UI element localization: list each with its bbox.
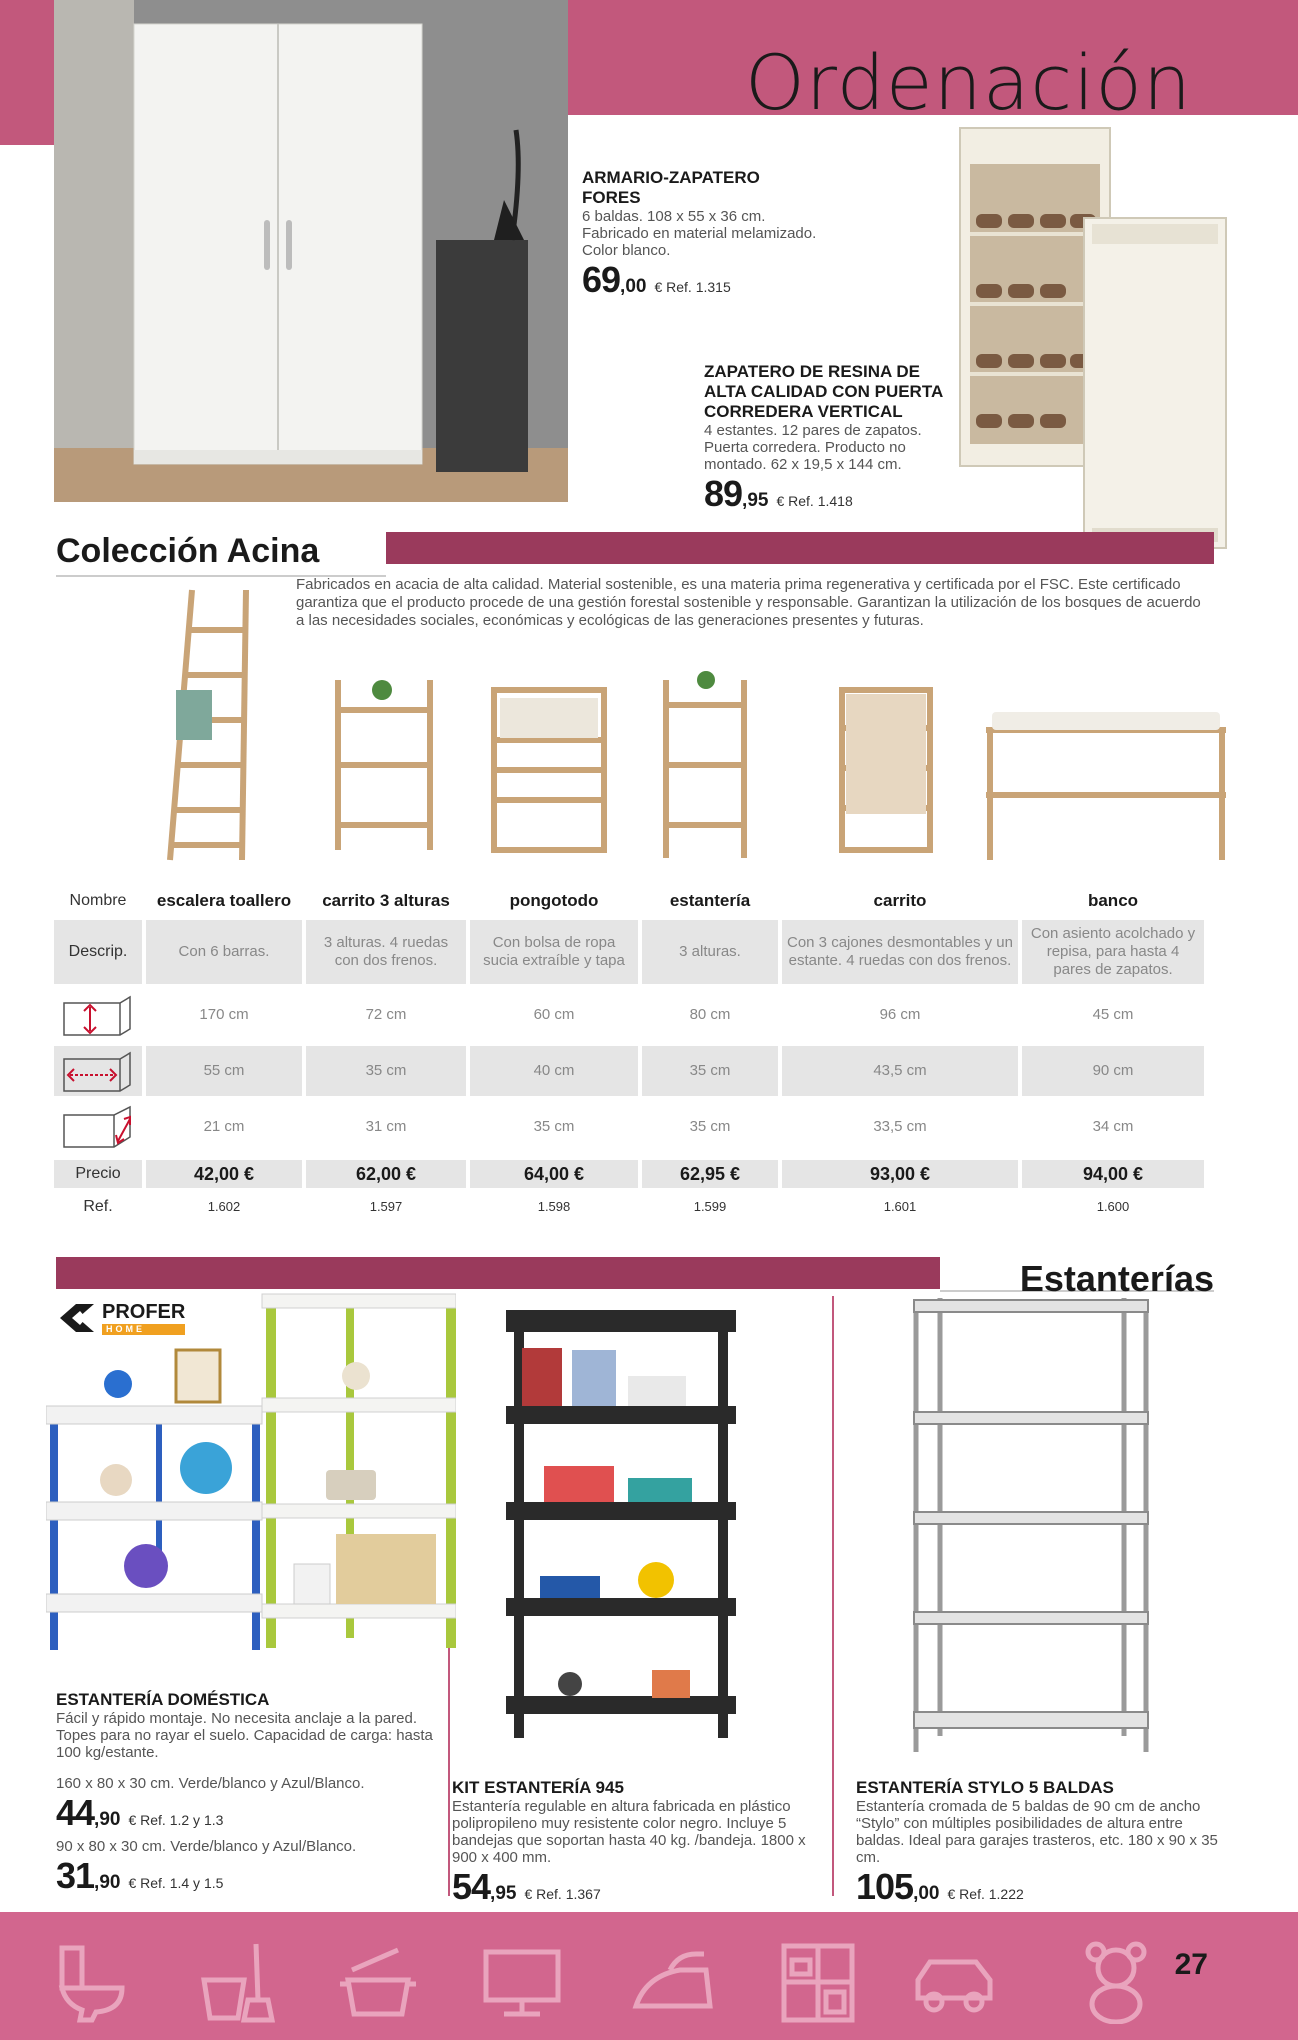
col-fondo: 33,5 cm [873, 1118, 927, 1135]
row-label-descrip: Descrip. [54, 920, 142, 984]
price-decimal: ,95 [742, 490, 769, 511]
price-integer: 31 [56, 1855, 95, 1896]
product-name: ZAPATERO DE RESINA DE ALTA CALIDAD CON PUERTA CORREDERA VERTICAL [704, 362, 943, 421]
col-ref: 1.599 [693, 1199, 727, 1214]
col-nombre: carrito 3 alturas [322, 891, 450, 910]
col-fondo: 35 cm [533, 1118, 575, 1135]
armario-zapatero-photo [54, 0, 568, 502]
col-ancho: 35 cm [306, 1046, 466, 1096]
product-name: ARMARIO-ZAPATERO FORES [582, 168, 760, 207]
section-description: Fabricados en acacia de alta calidad. Material sostenible, es una materia prima regenerativa y certificada por el FSC. Este certificado garantiza que el producto procede de una gestión forestal sostenible y responsable. Garantizan la utilización de los bosques de acuerdo a las necesidades sociales, económicas y ecológicas de las generaciones presentes y futuras. [296, 576, 1201, 629]
col-ref: 1.600 [1096, 1199, 1130, 1214]
price-integer: 69 [582, 259, 621, 300]
col-nombre: escalera toallero [156, 891, 292, 910]
col-alto: 60 cm [533, 1006, 575, 1023]
price-ref: € Ref. 1.418 [776, 493, 853, 509]
product-price [704, 473, 964, 515]
price-decimal: ,00 [620, 276, 647, 297]
col-nombre: estantería [669, 891, 751, 910]
bucket-broom-icon [196, 1940, 280, 2024]
product-name: ESTANTERÍA DOMÉSTICA [56, 1690, 270, 1709]
col-alto: 96 cm [879, 1006, 921, 1023]
price-ref: € Ref. 1.2 y 1.3 [128, 1812, 224, 1828]
col-alto: 72 cm [365, 1006, 407, 1023]
price-integer: 44 [56, 1792, 95, 1833]
col-descrip: Con 3 cajones desmontables y un estante. 4 ruedas con dos frenos. [782, 920, 1018, 984]
col-nombre: banco [1087, 891, 1139, 910]
product-price [856, 1866, 1228, 1908]
product-price [56, 1792, 434, 1834]
col-descrip: 3 alturas. 4 ruedas con dos frenos. [306, 920, 466, 984]
teddy-bear-icon [1074, 1940, 1158, 2024]
col-precio: 62,00 € [306, 1160, 466, 1188]
price-integer: 105 [856, 1866, 914, 1907]
row-label-nombre: Nombre [69, 892, 127, 909]
product-price [582, 259, 822, 301]
product-price [56, 1855, 434, 1897]
col-fondo: 31 cm [365, 1118, 407, 1135]
section-title: Estanterías [1019, 1258, 1214, 1299]
col-precio: 94,00 € [1022, 1160, 1204, 1188]
car-icon [912, 1940, 996, 2024]
col-ref: 1.597 [369, 1199, 403, 1214]
cooking-pot-icon [336, 1940, 420, 2024]
product-name: ESTANTERÍA STYLO 5 BALDAS [856, 1778, 1114, 1797]
col-ancho: 90 cm [1022, 1046, 1204, 1096]
product-description: 4 estantes. 12 pares de zapatos. Puerta corredera. Producto no montado. 62 x 19,5 x 144 cm. [704, 422, 922, 473]
product-price [452, 1866, 824, 1908]
col-ancho: 35 cm [642, 1046, 778, 1096]
height-dimension-icon [54, 990, 142, 1040]
col-precio: 93,00 € [782, 1160, 1018, 1188]
variant-description: 160 x 80 x 30 cm. Verde/blanco y Azul/Blanco. [56, 1775, 365, 1792]
estanteria-domestica-photo [46, 1284, 456, 1674]
price-ref: € Ref. 1.222 [947, 1886, 1024, 1902]
col-descrip: Con 6 barras. [146, 920, 302, 984]
col-ancho: 55 cm [146, 1046, 302, 1096]
col-fondo: 21 cm [203, 1118, 245, 1135]
col-nombre: pongotodo [509, 891, 599, 910]
monitor-icon [480, 1940, 564, 2024]
price-decimal: ,90 [94, 1872, 121, 1893]
price-decimal: ,00 [913, 1883, 940, 1904]
iron-icon [630, 1940, 714, 2024]
col-alto: 170 cm [199, 1006, 249, 1023]
col-ref: 1.602 [207, 1199, 241, 1214]
product-description: 6 baldas. 108 x 55 x 36 cm. Fabricado en material melamizado. Color blanco. [582, 208, 817, 259]
price-ref: € Ref. 1.315 [654, 279, 731, 295]
col-fondo: 34 cm [1092, 1118, 1134, 1135]
estanteria-stylo-photo [910, 1296, 1154, 1756]
col-precio: 62,95 € [642, 1160, 778, 1188]
col-ref: 1.598 [537, 1199, 571, 1214]
storage-icon [776, 1940, 860, 2024]
section-title: Colección Acina [56, 532, 320, 570]
acina-products-illustration [150, 580, 1240, 870]
col-alto: 80 cm [689, 1006, 731, 1023]
price-ref: € Ref. 1.4 y 1.5 [128, 1875, 224, 1891]
column-separator [832, 1296, 834, 1896]
col-ref: 1.601 [883, 1199, 917, 1214]
product-description: Estantería regulable en altura fabricada en plástico polipropileno muy resistente color negro. Incluye 5 bandejas que soportan hasta 40 kg. /bandeja. 1800 x 900 x 400 mm. [452, 1798, 806, 1866]
col-descrip: Con bolsa de ropa sucia extraíble y tapa [470, 920, 638, 984]
col-fondo: 35 cm [689, 1118, 731, 1135]
brand-sub: HOME [102, 1324, 185, 1335]
toilet-icon [52, 1940, 136, 2024]
price-integer: 89 [704, 473, 743, 514]
col-nombre: carrito [873, 891, 927, 910]
price-decimal: ,90 [94, 1809, 121, 1830]
header-band-left [0, 0, 56, 145]
kit-estanteria-945-photo [500, 1306, 740, 1746]
row-label-ref: Ref. [83, 1198, 113, 1215]
product-description: Estantería cromada de 5 baldas de 90 cm de ancho “Stylo” con múltiples posibilidades de altura entre baldas. Ideal para garajes trasteros, etc. 180 x 90 x 35 cm. [856, 1798, 1218, 1866]
brand-name: PROFER [102, 1300, 186, 1323]
price-decimal: ,95 [490, 1883, 517, 1904]
section-bar [386, 532, 1214, 564]
col-descrip: 3 alturas. [642, 920, 778, 984]
col-descrip: Con asiento acolchado y repisa, para hasta 4 pares de zapatos. [1022, 920, 1204, 984]
col-ancho: 40 cm [470, 1046, 638, 1096]
price-integer: 54 [452, 1866, 491, 1907]
width-dimension-icon [54, 1046, 142, 1096]
row-label-precio: Precio [54, 1160, 142, 1188]
variant-description: 90 x 80 x 30 cm. Verde/blanco y Azul/Blanco. [56, 1838, 357, 1855]
category-title: Ordenación [744, 38, 1192, 127]
col-precio: 64,00 € [470, 1160, 638, 1188]
product-description: Fácil y rápido montaje. No necesita anclaje a la pared. Topes para no rayar el suelo. Capacidad de carga: hasta 100 kg/estante. [56, 1710, 433, 1761]
page-number: 27 [1174, 1948, 1208, 1981]
col-alto: 45 cm [1092, 1006, 1134, 1023]
product-name: KIT ESTANTERÍA 945 [452, 1778, 624, 1797]
col-ancho: 43,5 cm [782, 1046, 1018, 1096]
zapatero-resina-photo [956, 124, 1234, 552]
col-precio: 42,00 € [146, 1160, 302, 1188]
price-ref: € Ref. 1.367 [524, 1886, 601, 1902]
depth-dimension-icon [54, 1102, 142, 1152]
